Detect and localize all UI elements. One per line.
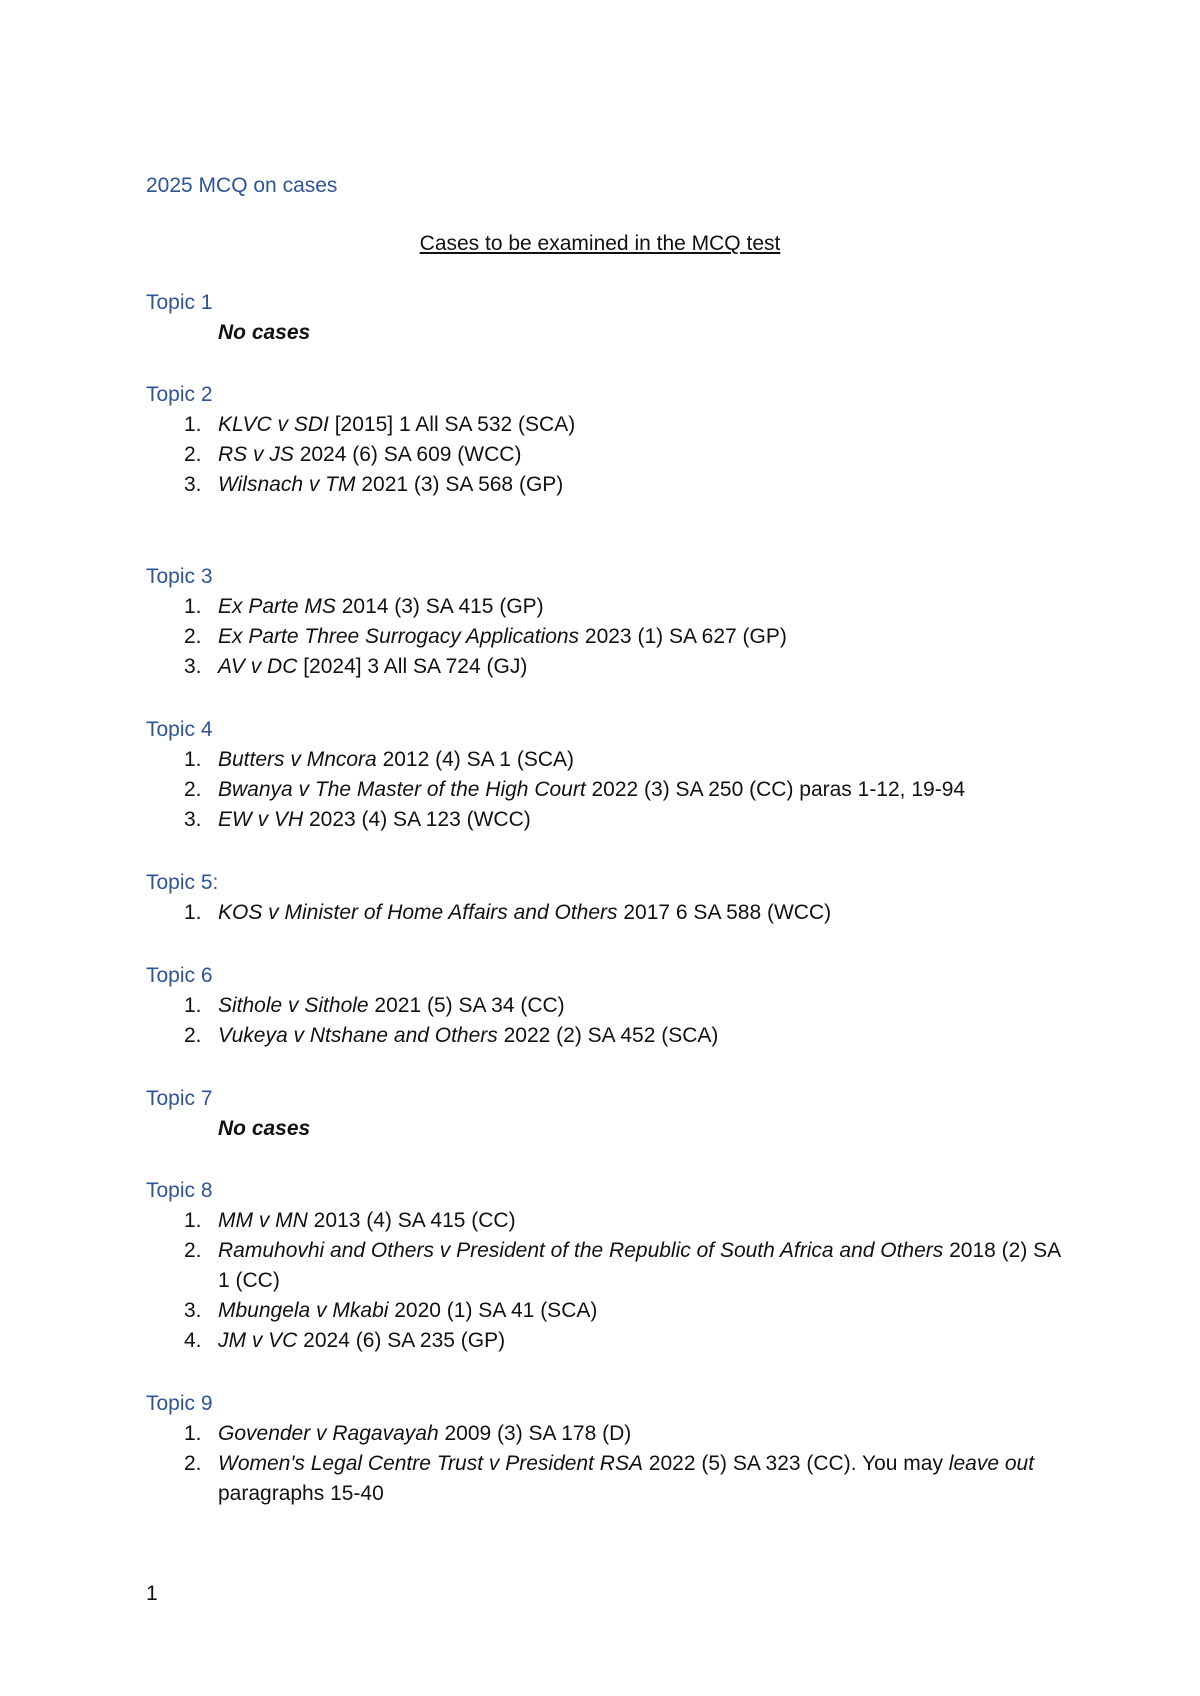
case-item	[146, 622, 1076, 652]
case-name: Mbungela v Mkabi	[218, 1299, 389, 1322]
case-name: Ex Parte Three Surrogacy Applications	[218, 625, 580, 648]
case-list	[146, 1206, 1076, 1356]
case-number: 1.	[184, 748, 202, 771]
case-item	[146, 1206, 1076, 1236]
case-number: 1.	[184, 901, 202, 924]
case-list	[146, 410, 1076, 500]
page-number: 1	[146, 1582, 158, 1605]
case-item	[146, 1296, 1076, 1326]
topic-8-section	[146, 1176, 1076, 1356]
case-item	[146, 1449, 1076, 1509]
case-item	[146, 1419, 1076, 1449]
case-list	[146, 745, 1076, 835]
case-name: Butters v Mncora	[218, 748, 377, 771]
case-number: 3.	[184, 655, 202, 678]
case-name: Sithole v Sithole	[218, 994, 369, 1017]
topic-heading: Topic 4	[146, 718, 213, 741]
case-number: 2.	[184, 1452, 202, 1475]
case-citation: 2023 (4) SA 123 (WCC)	[303, 808, 531, 831]
topic-heading: Topic 2	[146, 383, 213, 406]
case-name: Govender v Ragavayah	[218, 1422, 439, 1445]
case-citation: 2012 (4) SA 1 (SCA)	[376, 748, 574, 771]
case-emphasis: leave out	[948, 1452, 1035, 1475]
topic-7-section	[146, 1084, 1076, 1144]
case-citation: 2009 (3) SA 178 (D)	[438, 1422, 632, 1445]
case-number: 4.	[184, 1329, 202, 1352]
case-number: 1.	[184, 413, 202, 436]
case-number: 1.	[184, 994, 202, 1017]
case-list	[146, 1419, 1076, 1509]
document-heading: 2025 MCQ on cases	[146, 174, 338, 197]
case-citation: 2024 (6) SA 235 (GP)	[297, 1329, 506, 1352]
case-name: RS v JS	[218, 443, 294, 466]
case-number: 2.	[184, 625, 202, 648]
case-number: 2.	[184, 778, 202, 801]
case-item	[146, 775, 1076, 805]
topic-6-section	[146, 961, 1076, 1051]
topic-heading: Topic 7	[146, 1087, 213, 1110]
case-citation: 2022 (2) SA 452 (SCA)	[497, 1024, 719, 1047]
case-item	[146, 440, 1076, 470]
case-citation: 2023 (1) SA 627 (GP)	[579, 625, 787, 648]
case-item	[146, 1326, 1076, 1356]
case-citation: [2015] 1 All SA 532 (SCA)	[328, 413, 576, 436]
topic-heading: Topic 5:	[146, 871, 219, 894]
case-tail: paragraphs 15-40	[218, 1482, 384, 1505]
topic-heading: Topic 9	[146, 1392, 213, 1415]
case-number: 1.	[184, 1209, 202, 1232]
topic-4-section	[146, 715, 1076, 835]
topic-heading: Topic 8	[146, 1179, 213, 1202]
case-citation: 2024 (6) SA 609 (WCC)	[293, 443, 522, 466]
case-name: MM v MN	[218, 1209, 308, 1232]
case-number: 1.	[184, 595, 202, 618]
case-number: 2.	[184, 443, 202, 466]
case-item	[146, 1021, 1076, 1051]
case-item	[146, 991, 1076, 1021]
case-citation: [2024] 3 All SA 724 (GJ)	[297, 655, 528, 678]
case-item	[146, 410, 1076, 440]
topic-3-section	[146, 562, 1076, 682]
case-name: JM v VC	[218, 1329, 298, 1352]
case-name: EW v VH	[218, 808, 304, 831]
case-citation: 2021 (5) SA 34 (CC)	[368, 994, 565, 1017]
case-citation: 2022 (3) SA 250 (CC) paras 1-12, 19-94	[585, 778, 966, 801]
case-citation: 2022 (5) SA 323 (CC). You may	[642, 1452, 949, 1475]
case-number: 2.	[184, 1239, 202, 1262]
case-citation: 2013 (4) SA 415 (CC)	[307, 1209, 516, 1232]
case-name: AV v DC	[218, 655, 298, 678]
case-name: Wilsnach v TM	[218, 473, 356, 496]
topic-5-section	[146, 868, 1076, 928]
case-item	[146, 805, 1076, 835]
case-citation: 2021 (3) SA 568 (GP)	[355, 473, 564, 496]
case-item	[146, 470, 1076, 500]
case-number: 3.	[184, 1299, 202, 1322]
case-citation: 2020 (1) SA 41 (SCA)	[388, 1299, 598, 1322]
case-list	[146, 991, 1076, 1051]
case-item	[146, 745, 1076, 775]
topic-heading: Topic 1	[146, 291, 213, 314]
topic-9-section	[146, 1389, 1076, 1509]
case-name: Women's Legal Centre Trust v President RSA	[218, 1452, 643, 1475]
case-list	[146, 592, 1076, 682]
case-number: 3.	[184, 808, 202, 831]
case-item	[146, 1236, 1076, 1296]
topic-heading: Topic 6	[146, 964, 213, 987]
case-name: Vukeya v Ntshane and Others	[218, 1024, 498, 1047]
case-number: 2.	[184, 1024, 202, 1047]
no-cases-note: No cases	[218, 321, 311, 344]
document-subtitle: Cases to be examined in the MCQ test	[419, 232, 781, 255]
case-name: Bwanya v The Master of the High Court	[218, 778, 586, 801]
case-list	[146, 898, 1076, 928]
case-number: 3.	[184, 473, 202, 496]
topic-heading: Topic 3	[146, 565, 213, 588]
topic-2-section	[146, 380, 1076, 500]
case-citation: 2014 (3) SA 415 (GP)	[335, 595, 544, 618]
case-citation: 2017 6 SA 588 (WCC)	[617, 901, 832, 924]
case-name: KOS v Minister of Home Affairs and Others	[218, 901, 618, 924]
case-name: Ex Parte MS	[218, 595, 336, 618]
case-item	[146, 898, 1076, 928]
case-citation: 2018 (2) SA 1 (CC)	[218, 1239, 1061, 1292]
case-name: KLVC v SDI	[218, 413, 329, 436]
topic-1-section	[146, 288, 1076, 348]
case-name: Ramuhovhi and Others v President of the Republic of South Africa and Others	[218, 1239, 944, 1262]
case-number: 1.	[184, 1422, 202, 1445]
case-item	[146, 592, 1076, 622]
no-cases-note: No cases	[218, 1117, 311, 1140]
case-item	[146, 652, 1076, 682]
